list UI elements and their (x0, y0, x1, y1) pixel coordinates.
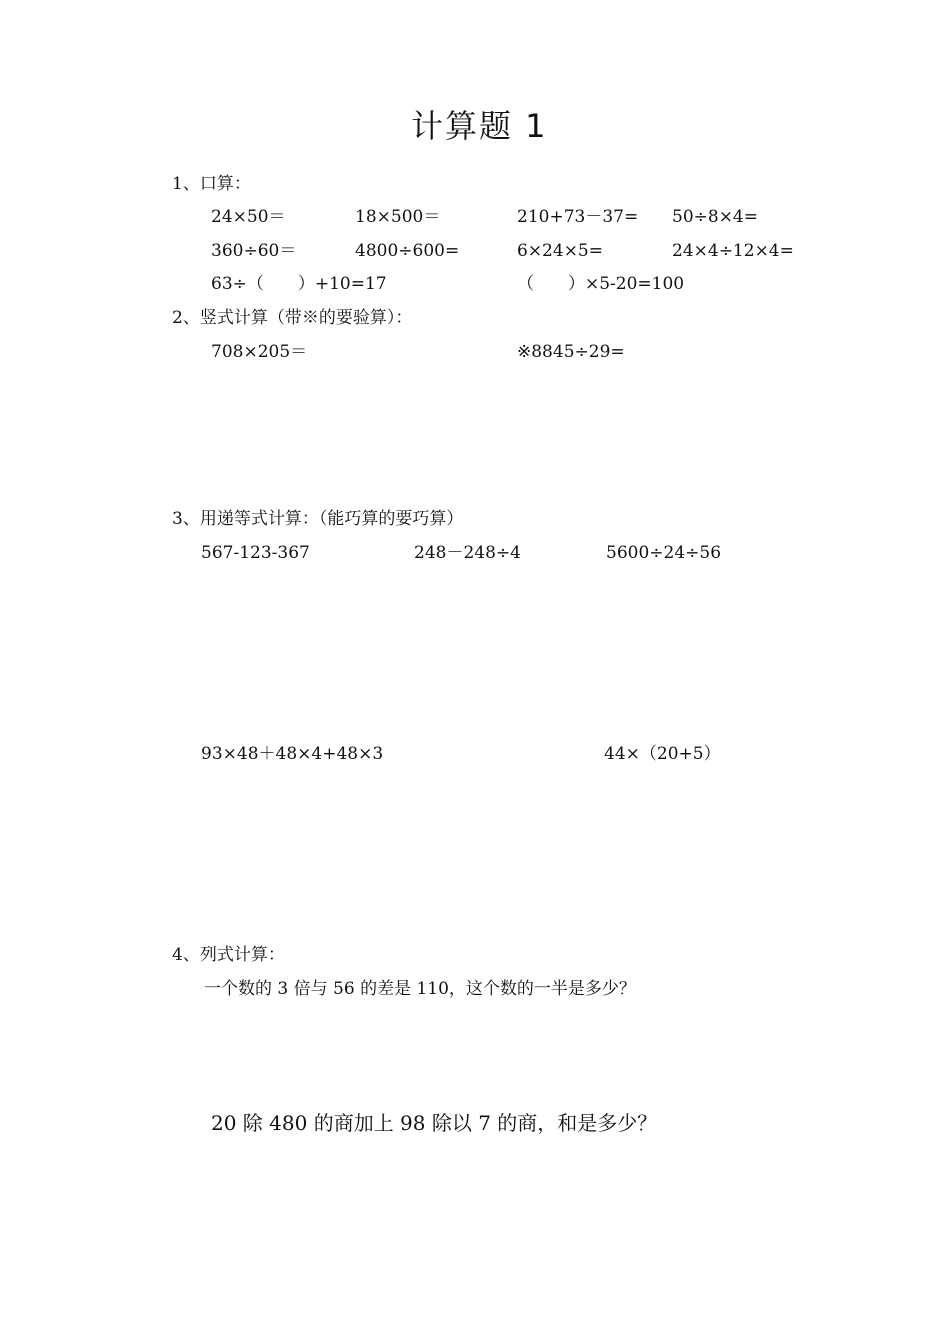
vertical-calc-item: ※8845÷29= (517, 342, 625, 362)
stepwise-item: 93×48＋48×4+48×3 (201, 744, 384, 764)
word-problem: 20 除 480 的商加上 98 除以 7 的商，和是多少？ (211, 1111, 658, 1135)
stepwise-item: 44×（20+5） (604, 744, 721, 764)
stepwise-item: 248－248÷4 (414, 543, 521, 563)
oral-item: 360÷60＝ (211, 241, 297, 261)
vertical-calc-item: 708×205＝ (211, 342, 308, 362)
section-3-heading: 3、用递等式计算：（能巧算的要巧算） (172, 509, 464, 529)
word-problem: 一个数的 3 倍与 56 的差是 110，这个数的一半是多少？ (204, 979, 636, 999)
oral-item: （ ）×5-20=100 (517, 274, 685, 294)
oral-item: 6×24×5= (517, 241, 603, 261)
oral-item: 4800÷600= (355, 241, 460, 261)
oral-item: 24×50＝ (211, 207, 286, 227)
oral-item: 50÷8×4= (672, 207, 758, 227)
oral-item: 63÷（ ）+10=17 (211, 274, 387, 294)
section-4-heading: 4、列式计算： (172, 945, 285, 965)
oral-item: 18×500＝ (355, 207, 441, 227)
section-1-heading: 1、口算： (172, 174, 251, 194)
oral-item: 24×4÷12×4= (672, 241, 794, 261)
section-2-heading: 2、竖式计算（带※的要验算）： (172, 308, 413, 328)
oral-item: 210+73－37= (517, 207, 639, 227)
stepwise-item: 5600÷24÷56 (606, 543, 722, 563)
page-title: 计算题 1 (411, 107, 548, 145)
stepwise-item: 567-123-367 (201, 543, 310, 563)
